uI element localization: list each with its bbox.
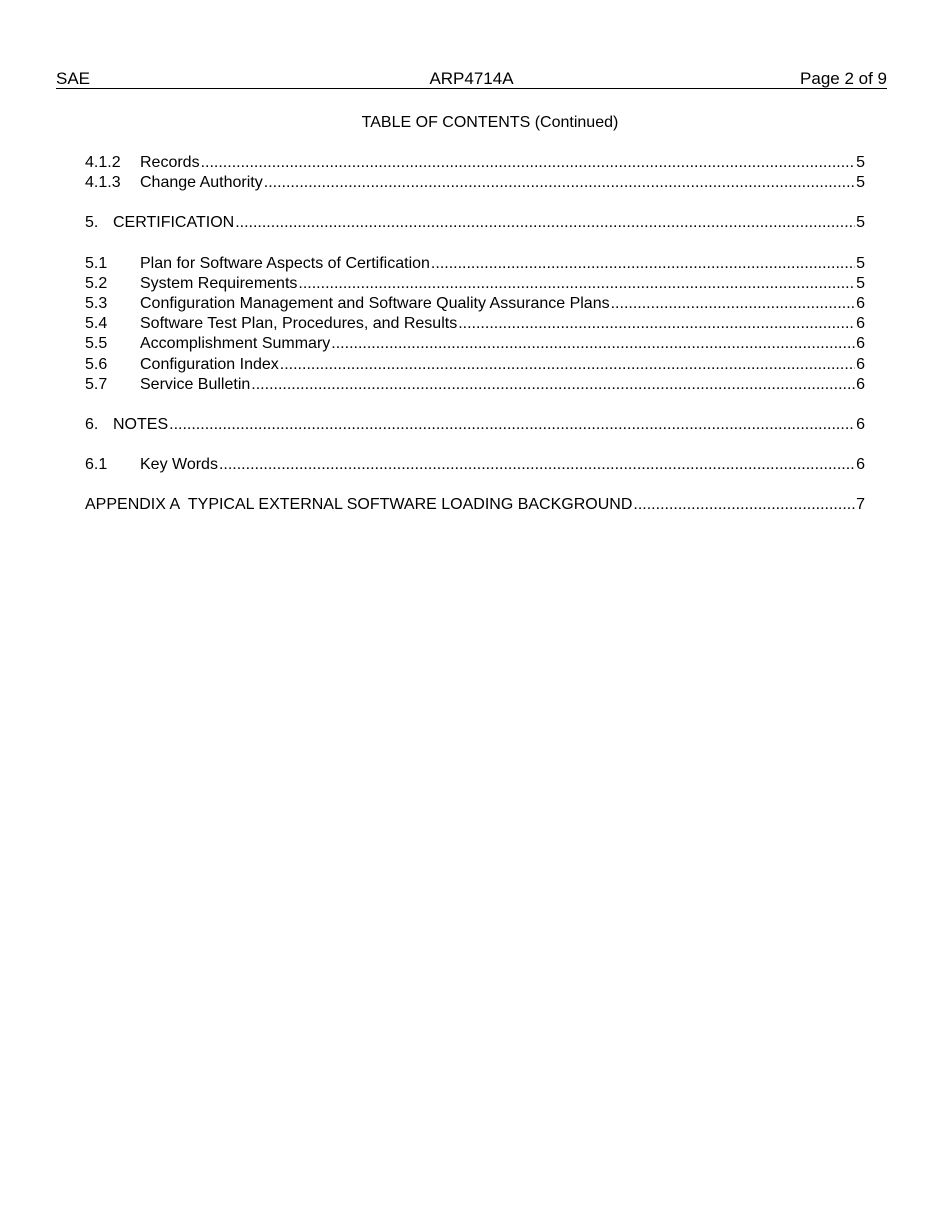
toc-entry-5-4[interactable] bbox=[85, 314, 865, 334]
toc-leader-dots bbox=[431, 254, 855, 274]
header-organization: SAE bbox=[56, 69, 91, 88]
toc-entry-5-6[interactable] bbox=[85, 355, 865, 375]
toc-entry-page: 7 bbox=[856, 496, 865, 514]
toc-entry-page: 5 bbox=[856, 174, 865, 192]
toc-entry-page: 6 bbox=[856, 315, 865, 333]
toc-entry-page: 6 bbox=[856, 335, 865, 353]
toc-entry-number: 5.4 bbox=[85, 315, 108, 333]
table-of-contents bbox=[85, 153, 865, 515]
toc-entry-title: Configuration Index bbox=[140, 355, 279, 373]
toc-entry-title: NOTES bbox=[113, 415, 169, 433]
toc-entry-5-2[interactable] bbox=[85, 274, 865, 294]
toc-entry-title: Key Words bbox=[140, 456, 218, 474]
toc-entry-6-1[interactable] bbox=[85, 455, 865, 475]
toc-entry-4-1-2[interactable] bbox=[85, 153, 865, 173]
toc-leader-dots bbox=[611, 294, 855, 314]
toc-leader-dots bbox=[251, 375, 855, 395]
toc-entry-title: Service Bulletin bbox=[140, 375, 251, 393]
toc-entry-title: Configuration Management and Software Quality Assurance Plans bbox=[140, 294, 610, 312]
toc-entry-title: CERTIFICATION bbox=[113, 214, 235, 232]
toc-entry-page: 6 bbox=[856, 355, 865, 373]
toc-entry-number: 5.6 bbox=[85, 355, 108, 373]
toc-entry-5-5[interactable] bbox=[85, 334, 865, 354]
toc-entry-page: 5 bbox=[856, 154, 865, 171]
toc-entry-number: 4.1.2 bbox=[85, 154, 121, 171]
toc-leader-dots bbox=[264, 173, 855, 193]
toc-entry-5[interactable] bbox=[85, 213, 865, 233]
toc-entry-number: 5.7 bbox=[85, 375, 108, 393]
toc-entry-page: 6 bbox=[856, 456, 865, 474]
toc-entry-page: 5 bbox=[856, 274, 865, 292]
toc-entry-title: System Requirements bbox=[140, 274, 298, 292]
toc-entry-number: 4.1.3 bbox=[85, 174, 121, 192]
toc-entry-appendix-a[interactable] bbox=[85, 495, 865, 515]
toc-entry-page: 6 bbox=[856, 375, 865, 393]
toc-entry-number: 5.2 bbox=[85, 274, 108, 292]
header-document-number: ARP4714A bbox=[429, 69, 514, 88]
toc-entry-5-7[interactable] bbox=[85, 375, 865, 395]
toc-leader-dots bbox=[633, 495, 855, 515]
toc-leader-dots bbox=[331, 334, 855, 354]
toc-entry-5-1[interactable] bbox=[85, 254, 865, 274]
toc-entry-5-3[interactable] bbox=[85, 294, 865, 314]
toc-entry-number: 6.1 bbox=[85, 456, 108, 474]
toc-entry-title: APPENDIX A TYPICAL EXTERNAL SOFTWARE LOADING BACKGROUND bbox=[85, 496, 633, 514]
toc-leader-dots bbox=[219, 455, 855, 475]
page-header bbox=[56, 69, 887, 89]
toc-entry-title: Records bbox=[140, 154, 200, 171]
toc-leader-dots bbox=[280, 355, 855, 375]
toc-entry-title: Accomplishment Summary bbox=[140, 335, 331, 353]
toc-entry-page: 6 bbox=[856, 294, 865, 312]
toc-entry-title: Plan for Software Aspects of Certification bbox=[140, 254, 430, 272]
toc-title: TABLE OF CONTENTS (Continued) bbox=[361, 114, 619, 131]
toc-entry-title: Software Test Plan, Procedures, and Results bbox=[140, 315, 458, 333]
header-page-number: Page 2 of 9 bbox=[800, 69, 887, 88]
toc-entry-4-1-3[interactable] bbox=[85, 173, 865, 193]
toc-entry-number: 5.3 bbox=[85, 294, 108, 312]
toc-entry-page: 5 bbox=[856, 254, 865, 272]
toc-entry-number: 5. bbox=[85, 214, 99, 232]
toc-leader-dots bbox=[298, 274, 855, 294]
toc-entry-page: 6 bbox=[856, 415, 865, 433]
toc-leader-dots bbox=[235, 213, 855, 233]
toc-leader-dots bbox=[201, 153, 856, 173]
toc-entry-6[interactable] bbox=[85, 415, 865, 435]
toc-entry-page: 5 bbox=[856, 214, 865, 232]
toc-leader-dots bbox=[169, 415, 855, 435]
toc-entry-number: 5.1 bbox=[85, 254, 108, 272]
toc-entry-title: Change Authority bbox=[140, 174, 263, 192]
toc-entry-number: 5.5 bbox=[85, 335, 108, 353]
toc-leader-dots bbox=[458, 314, 855, 334]
toc-entry-number: 6. bbox=[85, 415, 99, 433]
